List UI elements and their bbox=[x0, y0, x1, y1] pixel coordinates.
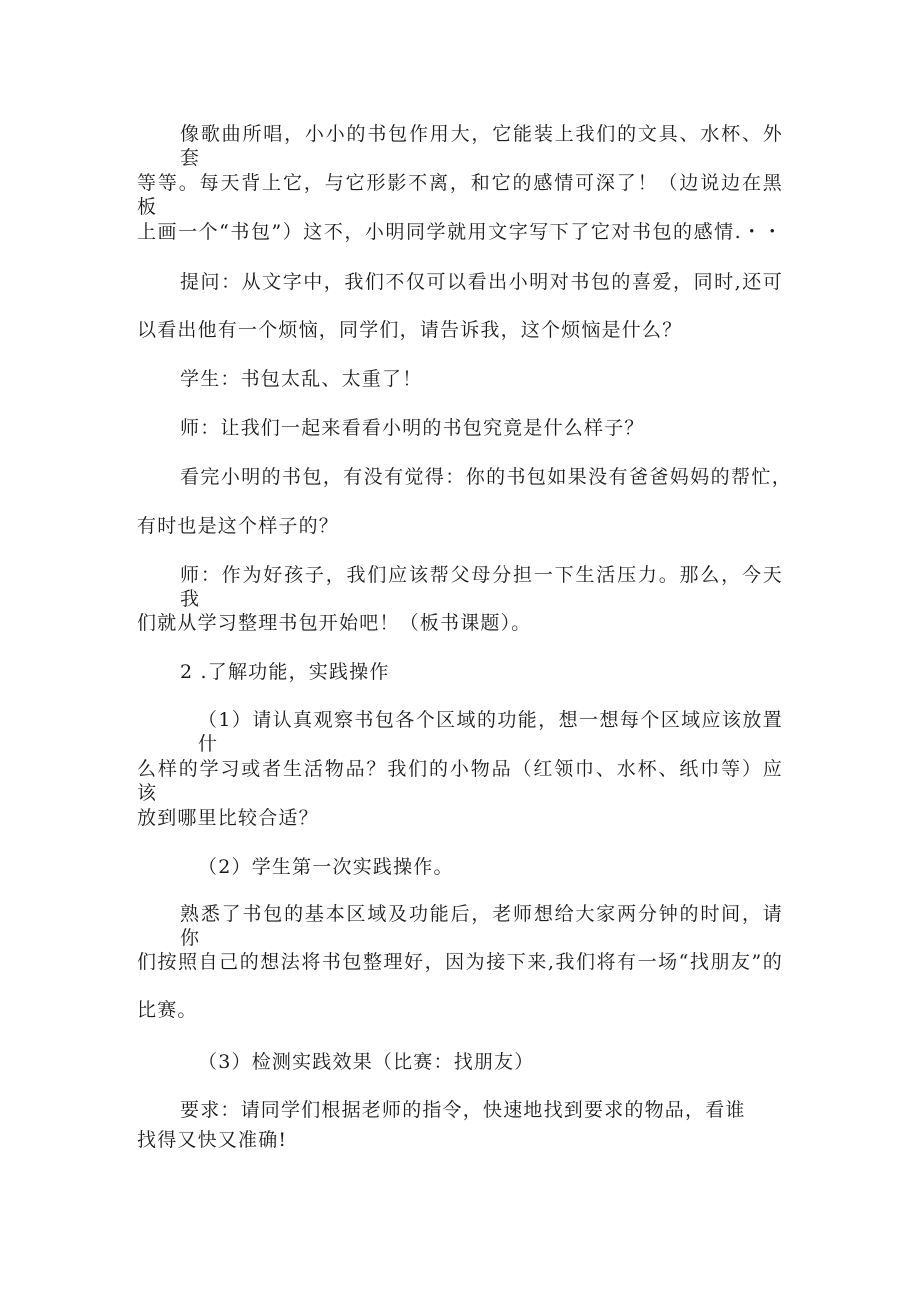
paragraph-5-line-1: 熟悉了书包的基本区域及功能后，老师想给大家两分钟的时间，请你 bbox=[180, 903, 783, 949]
step-2-heading: （2）学生第一次实践操作。 bbox=[198, 856, 454, 878]
paragraph-5-line-3: 比赛。 bbox=[137, 999, 198, 1021]
paragraph-2-line-1: 提问：从文字中，我们不仅可以看出小明对书包的喜爱，同时,还可 bbox=[180, 271, 783, 293]
paragraph-2-line-2: 以看出他有一个烦恼，同学们，请告诉我，这个烦恼是什么？ bbox=[137, 319, 683, 341]
paragraph-3-line-2: 有时也是这个样子的？ bbox=[137, 515, 340, 537]
paragraph-1-line-3: 上画一个“书包”）这不，小明同学就用文字写下了它对书包的感情.・・ bbox=[137, 221, 783, 243]
section-heading-2: 2 .了解功能，实践操作 bbox=[180, 661, 390, 683]
paragraph-4-line-2: 们就从学习整理书包开始吧！（板书课题）。 bbox=[137, 612, 532, 634]
paragraph-5-line-2: 们按照自己的想法将书包整理好，因为接下来,我们将有一场“找朋友”的 bbox=[137, 951, 783, 973]
paragraph-1-line-2: 等等。每天背上它，与它形影不离，和它的感情可深了！（边说边在黑板 bbox=[137, 172, 783, 218]
step-1-line-2: 么样的学习或者生活物品？我们的小物品（红领巾、水杯、纸巾等）应该 bbox=[137, 758, 783, 804]
step-1-line-1: （1）请认真观察书包各个区域的功能，想一想每个区域应该放置什 bbox=[198, 709, 783, 755]
paragraph-1-line-1: 像歌曲所唱，小小的书包作用大，它能装上我们的文具、水杯、外套 bbox=[180, 123, 783, 169]
requirement-line-2: 找得又快又准确! bbox=[137, 1129, 288, 1151]
teacher-prompt: 师：让我们一起来看看小明的书包究竟是什么样子？ bbox=[180, 417, 645, 439]
paragraph-3-line-1: 看完小明的书包，有没有觉得：你的书包如果没有爸爸妈妈的帮忙， bbox=[180, 466, 792, 488]
step-1-line-3: 放到哪里比较合适？ bbox=[137, 807, 319, 829]
student-answer: 学生：书包太乱、太重了！ bbox=[180, 368, 423, 390]
step-3-heading: （3）检测实践效果（比赛：找朋友） bbox=[198, 1051, 535, 1073]
requirement-line-1: 要求：请同学们根据老师的指令，快速地找到要求的物品，看谁 bbox=[180, 1099, 746, 1121]
paragraph-4-line-1: 师：作为好孩子，我们应该帮父母分担一下生活压力。那么，今天我 bbox=[180, 564, 783, 610]
